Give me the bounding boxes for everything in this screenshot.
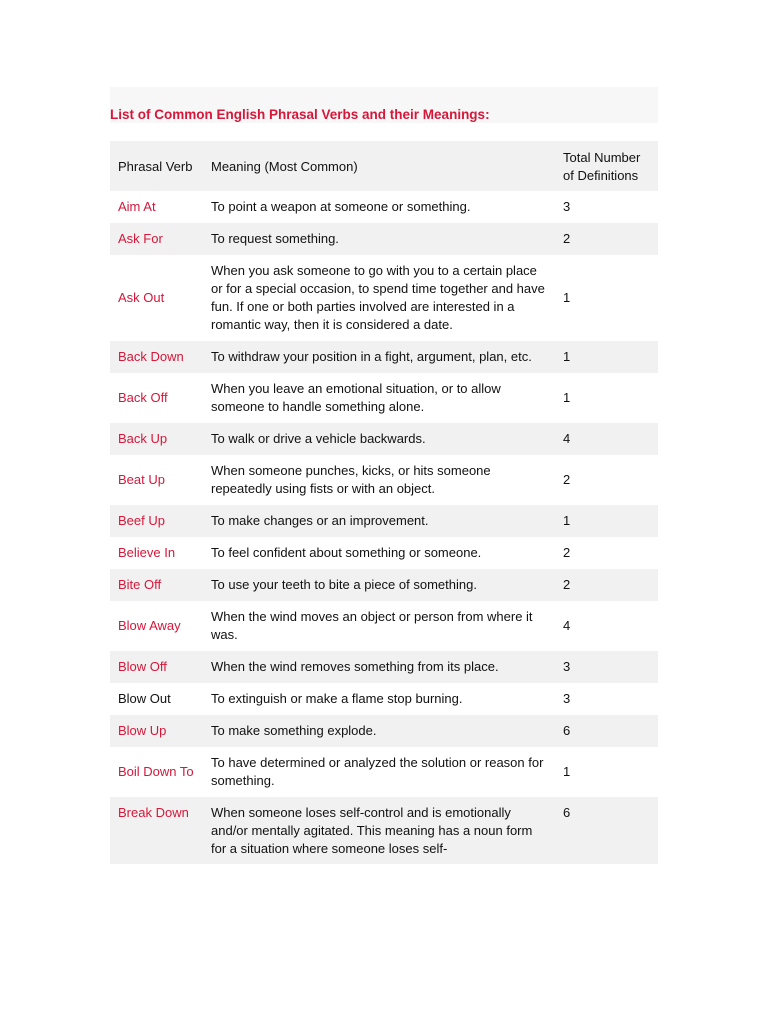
verb-cell: Blow Up bbox=[118, 723, 167, 738]
table-row bbox=[110, 191, 658, 223]
verb-cell: Back Up bbox=[118, 431, 168, 446]
count-cell: 2 bbox=[563, 545, 571, 560]
verb-cell: Break Down bbox=[118, 805, 189, 820]
phrasal-verbs-table bbox=[110, 141, 658, 864]
verb-cell: Believe In bbox=[118, 545, 176, 560]
meaning-cell: To request something. bbox=[211, 231, 339, 246]
count-cell: 3 bbox=[563, 199, 571, 214]
count-cell: 4 bbox=[563, 618, 571, 633]
meaning-cell: To extinguish or make a flame stop burning. bbox=[211, 691, 463, 706]
meaning-cell: When someone loses self-control and is emotionally and/or mentally agitated. This meaning has a noun form for a situation where someone loses self- bbox=[211, 805, 533, 856]
meaning-cell: When you ask someone to go with you to a certain place or for a special occasion, to spend time together and have fun. If one or both parties involved are interested in a romantic way, then it is considered a date. bbox=[211, 263, 545, 332]
count-cell: 3 bbox=[563, 691, 571, 706]
count-cell: 1 bbox=[563, 290, 571, 305]
table-row bbox=[110, 223, 658, 255]
meaning-cell: When the wind moves an object or person from where it was. bbox=[211, 609, 533, 642]
verb-cell: Beef Up bbox=[118, 513, 165, 528]
meaning-cell: To withdraw your position in a fight, argument, plan, etc. bbox=[211, 349, 532, 364]
table-row bbox=[110, 651, 658, 683]
table-row bbox=[110, 373, 658, 423]
meaning-cell: To walk or drive a vehicle backwards. bbox=[211, 431, 426, 446]
verb-cell: Blow Away bbox=[118, 618, 181, 633]
verb-cell: Ask Out bbox=[118, 290, 165, 305]
meaning-cell: When the wind removes something from its place. bbox=[211, 659, 499, 674]
verb-cell: Boil Down To bbox=[118, 764, 194, 779]
document-page bbox=[110, 87, 658, 864]
table-row bbox=[110, 797, 658, 864]
count-cell: 4 bbox=[563, 431, 571, 446]
table-header-row bbox=[110, 141, 658, 191]
title-bar bbox=[110, 87, 658, 123]
verb-cell: Bite Off bbox=[118, 577, 162, 592]
count-cell: 2 bbox=[563, 577, 571, 592]
header-meaning: Meaning (Most Common) bbox=[211, 159, 358, 174]
count-cell: 1 bbox=[563, 764, 571, 779]
meaning-cell: To make changes or an improvement. bbox=[211, 513, 429, 528]
verb-cell: Back Off bbox=[118, 390, 168, 405]
meaning-cell: When someone punches, kicks, or hits someone repeatedly using fists or with an object. bbox=[211, 463, 491, 496]
meaning-cell: When you leave an emotional situation, or to allow someone to handle something alone. bbox=[211, 381, 501, 414]
count-cell: 6 bbox=[563, 805, 571, 820]
meaning-cell: To make something explode. bbox=[211, 723, 377, 738]
page-title: List of Common English Phrasal Verbs and their Meanings: bbox=[110, 107, 490, 122]
table-row bbox=[110, 255, 658, 341]
table-row bbox=[110, 537, 658, 569]
verb-cell: Aim At bbox=[118, 199, 156, 214]
meaning-cell: To use your teeth to bite a piece of something. bbox=[211, 577, 477, 592]
meaning-cell: To point a weapon at someone or something. bbox=[211, 199, 471, 214]
table-row bbox=[110, 341, 658, 373]
verb-cell: Ask For bbox=[118, 231, 163, 246]
verb-cell: Back Down bbox=[118, 349, 184, 364]
verb-cell: Blow Out bbox=[118, 691, 171, 706]
count-cell: 3 bbox=[563, 659, 571, 674]
table-row bbox=[110, 715, 658, 747]
count-cell: 6 bbox=[563, 723, 571, 738]
verb-cell: Blow Off bbox=[118, 659, 167, 674]
meaning-cell: To feel confident about something or someone. bbox=[211, 545, 482, 560]
count-cell: 1 bbox=[563, 513, 571, 528]
table-row bbox=[110, 505, 658, 537]
table-row bbox=[110, 423, 658, 455]
table-row bbox=[110, 601, 658, 651]
table-row bbox=[110, 455, 658, 505]
count-cell: 1 bbox=[563, 390, 571, 405]
table-row bbox=[110, 569, 658, 601]
header-phrasal-verb: Phrasal Verb bbox=[118, 159, 193, 174]
count-cell: 2 bbox=[563, 231, 571, 246]
table-row bbox=[110, 683, 658, 715]
count-cell: 2 bbox=[563, 472, 571, 487]
meaning-cell: To have determined or analyzed the solution or reason for something. bbox=[211, 755, 544, 788]
verb-cell: Beat Up bbox=[118, 472, 165, 487]
header-total-definitions: Total Number of Definitions bbox=[563, 150, 641, 183]
count-cell: 1 bbox=[563, 349, 571, 364]
table-row bbox=[110, 747, 658, 797]
